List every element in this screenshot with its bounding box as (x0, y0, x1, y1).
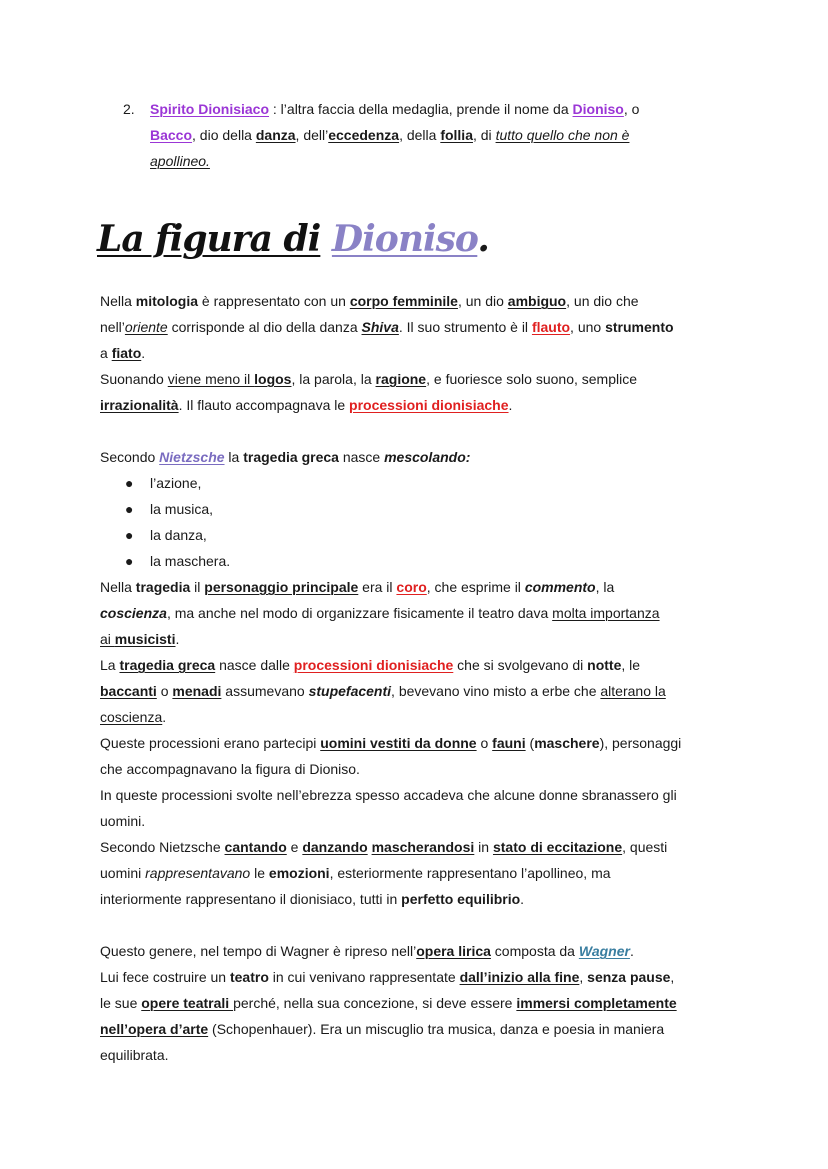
text-run: , questi (622, 839, 668, 855)
page-heading (97, 214, 489, 264)
term-commento: commento (524, 579, 596, 595)
list-item-text: la danza, (150, 527, 207, 543)
text-run: Nella (100, 579, 136, 595)
text-run: In queste processioni svolte nell’ebrezza spesso accadeva che alcune donne sbranassero gli (100, 787, 677, 803)
text-run: Secondo (100, 449, 160, 465)
text-run: . Il flauto accompagnava le (178, 397, 350, 413)
text-run: nell’ (100, 319, 125, 335)
text-run: , che esprime il (426, 579, 525, 595)
text-run: Nella (100, 293, 136, 309)
list-item (100, 548, 230, 574)
text-run: , (670, 969, 675, 985)
list-item (100, 522, 230, 548)
term-dioniso: Dioniso (572, 101, 624, 117)
text-run: , un dio che (566, 293, 639, 309)
term-fauni: fauni (492, 735, 526, 751)
text-run: assumevano (221, 683, 309, 699)
text-run: , bevevano vino misto a erbe che (391, 683, 601, 699)
text-run: , (579, 969, 588, 985)
text-run: ai (100, 631, 115, 647)
text-run: le (250, 865, 269, 881)
term-emozioni: emozioni (268, 865, 330, 881)
term-logos: logos (254, 371, 292, 387)
term-mitologia: mitologia (135, 293, 199, 309)
term-molta-importanza: molta importanza (552, 605, 660, 621)
term-stupefacenti: stupefacenti (308, 683, 392, 699)
list-item-text: la musica, (150, 501, 214, 517)
text-run: . Il suo strumento è il (398, 319, 532, 335)
text-run: il (190, 579, 205, 595)
term-spirito-dionisiaco: Spirito Dionisiaco (150, 101, 270, 117)
term-immersi: immersi completamente (516, 995, 677, 1011)
text-run: che si svolgevano di (453, 657, 588, 673)
text-run: , ma anche nel modo di organizzare fisicamente il teatro dava (166, 605, 553, 621)
term-ambiguo: ambiguo (507, 293, 567, 309)
bullet-icon: ● (125, 527, 134, 543)
term-tutto: tutto quello che non è (495, 127, 630, 143)
text-run: , la parola, la (291, 371, 376, 387)
term-notte: notte (587, 657, 622, 673)
term-opere-teatrali: opere teatrali (141, 995, 234, 1011)
text-run: , la (595, 579, 615, 595)
list-item-text: la maschera. (150, 553, 231, 569)
bullet-list (100, 470, 230, 574)
text-run: equilibrata. (100, 1047, 169, 1063)
text-run: perché, nella sua concezione, si deve essere (233, 995, 517, 1011)
term-processioni: processioni dionisiache (293, 657, 454, 673)
text-run: . (520, 891, 525, 907)
text-run: ( (525, 735, 535, 751)
term-senza-pause: senza pause (587, 969, 671, 985)
term-tragedia-greca: tragedia greca (243, 449, 339, 465)
text-run: nasce dalle (215, 657, 294, 673)
text-run: , dio della (192, 127, 256, 143)
bullet-icon: ● (125, 475, 134, 491)
text-run: la (224, 449, 244, 465)
list-item (100, 496, 230, 522)
text-run: che accompagnavano la figura di Dioniso. (100, 761, 360, 777)
text-run: composta da (490, 943, 579, 959)
paragraph-tragedia (100, 574, 768, 912)
term-tragedia-greca: tragedia greca (119, 657, 216, 673)
text-run: , un dio (457, 293, 508, 309)
text-run: nasce (338, 449, 385, 465)
text-run: le sue (100, 995, 142, 1011)
text-run: , o (623, 101, 640, 117)
term-rappresentavano: rappresentavano (145, 865, 251, 881)
list-item-text: l’azione, (150, 475, 202, 491)
term-coscienza: coscienza (100, 709, 163, 725)
text-run: , le (621, 657, 641, 673)
term-processioni: processioni dionisiache (349, 397, 509, 413)
term-danza: danza (255, 127, 296, 143)
term-perfetto-equilibrio: perfetto equilibrio (401, 891, 521, 907)
text-run: Secondo Nietzsche (100, 839, 225, 855)
text-run: (Schopenhauer). Era un miscuglio tra musica, danza e poesia in maniera (208, 1021, 665, 1037)
term-wagner: Wagner (578, 943, 630, 959)
text-run: in (474, 839, 493, 855)
text-run: è rappresentato con un (198, 293, 350, 309)
text-run: a (100, 345, 112, 361)
term-shiva: Shiva (361, 319, 399, 335)
list-item (100, 470, 230, 496)
term-dall-inizio: dall’inizio alla fine (459, 969, 580, 985)
text-run: Lui fece costruire un (100, 969, 230, 985)
term-teatro: teatro (229, 969, 269, 985)
term-menadi: menadi (172, 683, 222, 699)
heading-prefix: La figura di (97, 218, 321, 260)
text-run: corrisponde al dio della danza (167, 319, 362, 335)
term-coro: coro (396, 579, 427, 595)
text-run: Queste processioni erano partecipi (100, 735, 321, 751)
term-nietzsche: Nietzsche (159, 449, 225, 465)
term-strumento: strumento (605, 319, 674, 335)
text-run: interiormente rappresentano il dionisiaco, tutti in (100, 891, 402, 907)
text-run: , esteriormente rappresentano l’apollineo, ma (329, 865, 611, 881)
text-run: . (175, 631, 180, 647)
term-fiato: fiato (111, 345, 142, 361)
text-run: Questo genere, nel tempo di Wagner è ripreso nell’ (100, 943, 417, 959)
term-baccanti: baccanti (100, 683, 157, 699)
text-run: . (162, 709, 167, 725)
text-run: . (629, 943, 634, 959)
heading-name: Dioniso (331, 218, 478, 260)
term-cantando: cantando (224, 839, 287, 855)
text-run: in cui venivano rappresentate (268, 969, 460, 985)
text-run: : l’altra faccia della medaglia, prende il nome da (269, 101, 573, 117)
text-run: . (141, 345, 146, 361)
paragraph-nietzsche (100, 444, 768, 470)
text-run: , di (472, 127, 496, 143)
term-personaggio-principale: personaggio principale (204, 579, 359, 595)
bullet-icon: ● (125, 501, 134, 517)
term-danzando: danzando (302, 839, 368, 855)
text-run: , uno (570, 319, 606, 335)
text-run: e (286, 839, 303, 855)
text-run: uomini (100, 865, 146, 881)
term-irrazionalita: irrazionalità (100, 397, 179, 413)
term-mescolando: mescolando: (384, 449, 471, 465)
term-flauto: flauto (531, 319, 571, 335)
text-run: . (508, 397, 513, 413)
heading-dot: . (477, 218, 489, 260)
term-corpo-femminile: corpo femminile (349, 293, 458, 309)
term-uomini-vestiti: uomini vestiti da donne (320, 735, 477, 751)
term-opera-arte: nell’opera d’arte (100, 1021, 209, 1037)
term-follia: follia (440, 127, 473, 143)
text-run: Suonando (100, 371, 168, 387)
numbered-item-text (150, 96, 723, 174)
term-stato-eccitazione: stato di eccitazione (492, 839, 623, 855)
term-eccedenza: eccedenza (328, 127, 400, 143)
term-mascherandosi: mascherandosi (371, 839, 475, 855)
text-run: ), personaggi (599, 735, 682, 751)
text-run: , e fuoriesce solo suono, semplice (426, 371, 637, 387)
term-viene-meno: viene meno il (167, 371, 255, 387)
paragraph-mitologia (100, 288, 768, 418)
term-opera-lirica: opera lirica (416, 943, 491, 959)
term-musicisti: musicisti (114, 631, 176, 647)
text-run: La (100, 657, 120, 673)
term-tragedia: tragedia (135, 579, 191, 595)
term-apollineo: apollineo. (150, 153, 210, 169)
text-run: o (476, 735, 493, 751)
term-oriente: oriente (124, 319, 168, 335)
numbered-item-2 (123, 96, 723, 174)
paragraph-wagner (100, 938, 768, 1068)
text-run: , della (399, 127, 441, 143)
term-maschere: maschere (534, 735, 600, 751)
bullet-icon: ● (125, 553, 134, 569)
term-coscienza: coscienza (100, 605, 167, 621)
list-number: 2. (123, 101, 135, 117)
term-bacco: Bacco (150, 127, 193, 143)
text-run: o (156, 683, 173, 699)
term-alterano: alterano la (600, 683, 666, 699)
text-run: , dell’ (295, 127, 329, 143)
term-ragione: ragione (375, 371, 427, 387)
text-run: uomini. (100, 813, 146, 829)
text-run: era il (358, 579, 397, 595)
